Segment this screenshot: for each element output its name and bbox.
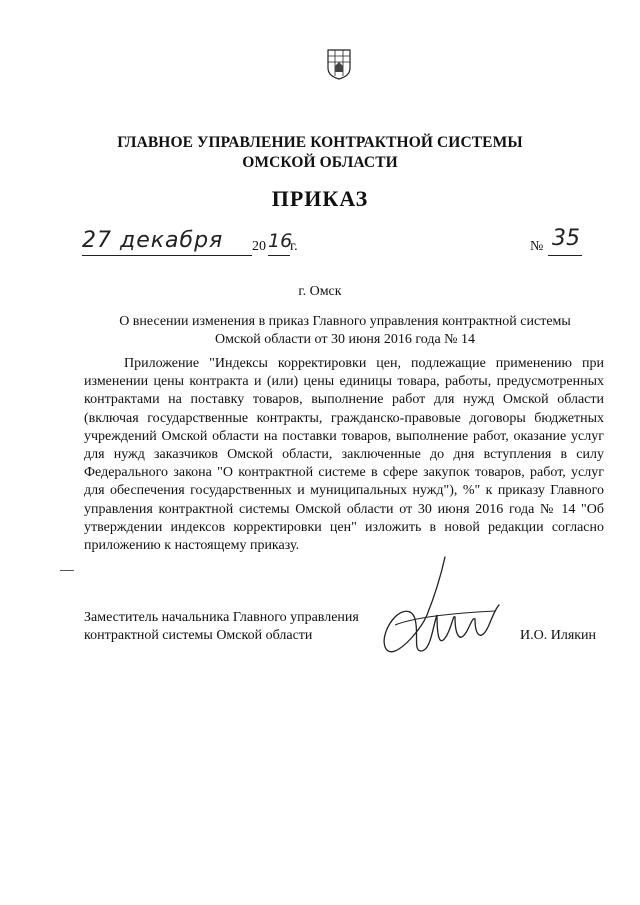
margin-fold-mark (60, 570, 74, 571)
handwritten-year: 16 (268, 230, 293, 252)
organization-name-line-2: ОМСКОЙ ОБЛАСТИ (242, 154, 398, 171)
handwritten-date: 27 декабря (82, 228, 224, 253)
date-underline (82, 255, 252, 256)
signatory-position-line-1: Заместитель начальника Главного управления (84, 610, 359, 625)
subject-line-2: Омской области от 30 июня 2016 года № 14 (214, 332, 476, 347)
subject-line-1: О внесении изменения в приказ Главного управления контрактной системы (119, 314, 571, 329)
number-underline (548, 255, 582, 256)
signatory-name: И.О. Илякин (520, 628, 597, 643)
handwritten-number: 35 (552, 226, 580, 251)
year-underline (268, 255, 290, 256)
signatory-position-line-2: контрактной системы Омской области (84, 628, 313, 643)
handwritten-signature (375, 555, 505, 665)
document-type-title: ПРИКАЗ (271, 186, 369, 211)
order-body-paragraph: Приложение "Индексы корректировки цен, подлежащие применению при изменении цены контракта и (или) цены единицы товара, работы, предусмотренных контрактами на поставку товаров, выполнение работ для нужд Омской области (включая государственные контракты, гражданско-правовые договоры бюджетных учреждений Омской области на поставки товаров, выполнение работ, оказание услуг для нужд заказчиков Омской области, заключенные до дня вступления в силу Федерального закона "О контрактной системе в сфере закупок товаров, работ, услуг для обеспечения государственных и муниципальных нужд"), %" к приказу Главного управления контрактной системы Омской области от 30 июня 2016 года № 14 "Об утверждении индексов корректировки цен" изложить в новой редакции согласно приложению к настоящему приказу. (84, 356, 604, 554)
date-number-row (82, 228, 582, 262)
organization-name-line-1: ГЛАВНОЕ УПРАВЛЕНИЕ КОНТРАКТНОЙ СИСТЕМЫ (117, 134, 523, 151)
number-sign: № (530, 239, 544, 254)
signatory-position (84, 609, 359, 645)
city-line: г. Омск (298, 284, 342, 299)
date-suffix: г. (290, 239, 298, 254)
coat-of-arms-icon (326, 48, 352, 80)
date-year-prefix: 20 (252, 239, 266, 254)
order-subject (80, 313, 610, 349)
organization-header (0, 133, 640, 173)
